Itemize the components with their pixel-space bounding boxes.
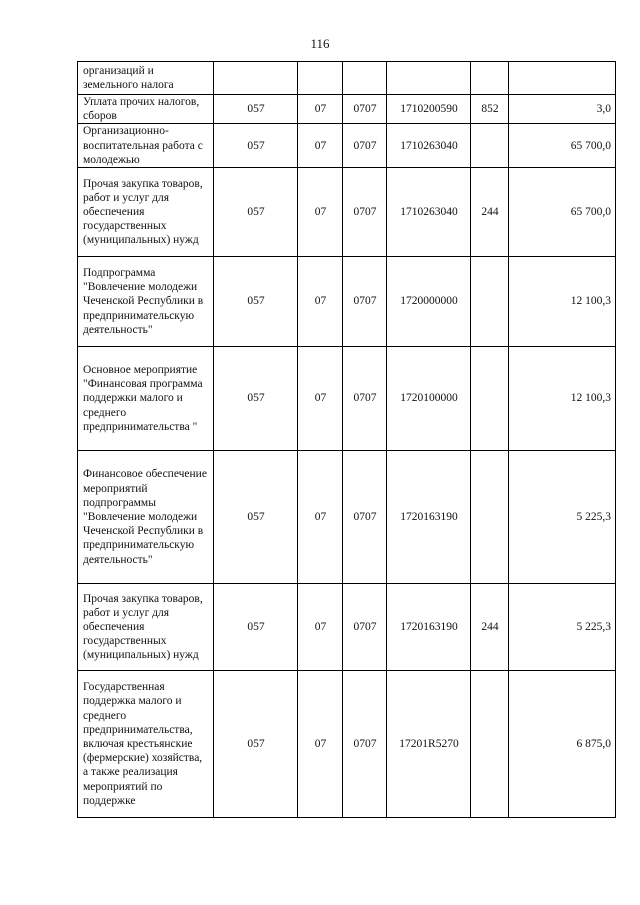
cell-ministry-code: 057 [214, 95, 298, 124]
cell-ministry-code: 057 [214, 257, 298, 347]
cell-section-code [298, 62, 343, 95]
cell-subsection-code: 0707 [343, 584, 387, 671]
cell-ministry-code: 057 [214, 124, 298, 168]
cell-name: Прочая закупка товаров, работ и услуг для обеспечения государственных (муниципальных) нужд [78, 168, 214, 257]
table-row [78, 451, 616, 584]
cell-amount: 5 225,3 [509, 584, 616, 671]
cell-amount: 5 225,3 [509, 451, 616, 584]
cell-expense-type [471, 451, 509, 584]
cell-section-code: 07 [298, 347, 343, 451]
cell-target-article: 1710263040 [387, 168, 471, 257]
cell-amount: 12 100,3 [509, 257, 616, 347]
cell-name: Основное мероприятие "Финансовая программа поддержки малого и среднего предпринимательства " [78, 347, 214, 451]
table-row [78, 62, 616, 95]
cell-ministry-code: 057 [214, 671, 298, 818]
table-row [78, 257, 616, 347]
cell-name: Уплата прочих налогов, сборов [78, 95, 214, 124]
cell-subsection-code: 0707 [343, 95, 387, 124]
cell-section-code: 07 [298, 257, 343, 347]
cell-amount: 12 100,3 [509, 347, 616, 451]
cell-subsection-code: 0707 [343, 671, 387, 818]
cell-expense-type [471, 124, 509, 168]
table-row [78, 95, 616, 124]
table-row [78, 168, 616, 257]
cell-amount: 6 875,0 [509, 671, 616, 818]
cell-name: Подпрограмма "Вовлечение молодежи Чеченской Республики в предпринимательскую деятельность" [78, 257, 214, 347]
cell-target-article [387, 62, 471, 95]
cell-target-article: 1720163190 [387, 451, 471, 584]
cell-section-code: 07 [298, 451, 343, 584]
cell-subsection-code: 0707 [343, 168, 387, 257]
cell-subsection-code: 0707 [343, 124, 387, 168]
cell-amount: 65 700,0 [509, 168, 616, 257]
cell-ministry-code: 057 [214, 451, 298, 584]
cell-expense-type: 244 [471, 584, 509, 671]
cell-expense-type [471, 62, 509, 95]
cell-subsection-code: 0707 [343, 451, 387, 584]
cell-section-code: 07 [298, 95, 343, 124]
cell-subsection-code: 0707 [343, 347, 387, 451]
cell-amount: 3,0 [509, 95, 616, 124]
cell-amount [509, 62, 616, 95]
cell-name: Организационно-воспитательная работа с молодежью [78, 124, 214, 168]
cell-name: Прочая закупка товаров, работ и услуг для обеспечения государственных (муниципальных) нужд [78, 584, 214, 671]
cell-name: Государственная поддержка малого и среднего предпринимательства, включая крестьянские (фермерские) хозяйства, а также реализация мероприятий по поддержке [78, 671, 214, 818]
cell-target-article: 1720163190 [387, 584, 471, 671]
cell-target-article: 1710263040 [387, 124, 471, 168]
cell-ministry-code [214, 62, 298, 95]
table-row [78, 584, 616, 671]
cell-section-code: 07 [298, 124, 343, 168]
cell-amount: 65 700,0 [509, 124, 616, 168]
cell-target-article: 1720100000 [387, 347, 471, 451]
cell-ministry-code: 057 [214, 584, 298, 671]
cell-section-code: 07 [298, 168, 343, 257]
cell-subsection-code [343, 62, 387, 95]
cell-target-article: 1720000000 [387, 257, 471, 347]
cell-expense-type: 244 [471, 168, 509, 257]
cell-ministry-code: 057 [214, 168, 298, 257]
cell-expense-type: 852 [471, 95, 509, 124]
cell-target-article: 1710200590 [387, 95, 471, 124]
cell-subsection-code: 0707 [343, 257, 387, 347]
table-row [78, 671, 616, 818]
budget-table [77, 61, 616, 818]
cell-ministry-code: 057 [214, 347, 298, 451]
cell-name: организаций и земельного налога [78, 62, 214, 95]
cell-expense-type [471, 347, 509, 451]
cell-section-code: 07 [298, 584, 343, 671]
cell-target-article: 17201R5270 [387, 671, 471, 818]
cell-name: Финансовое обеспечение мероприятий подпрограммы "Вовлечение молодежи Чеченской Республики в предпринимательскую деятельность" [78, 451, 214, 584]
page-number: 116 [310, 36, 330, 51]
table-row [78, 124, 616, 168]
table-row [78, 347, 616, 451]
cell-section-code: 07 [298, 671, 343, 818]
cell-expense-type [471, 671, 509, 818]
cell-expense-type [471, 257, 509, 347]
